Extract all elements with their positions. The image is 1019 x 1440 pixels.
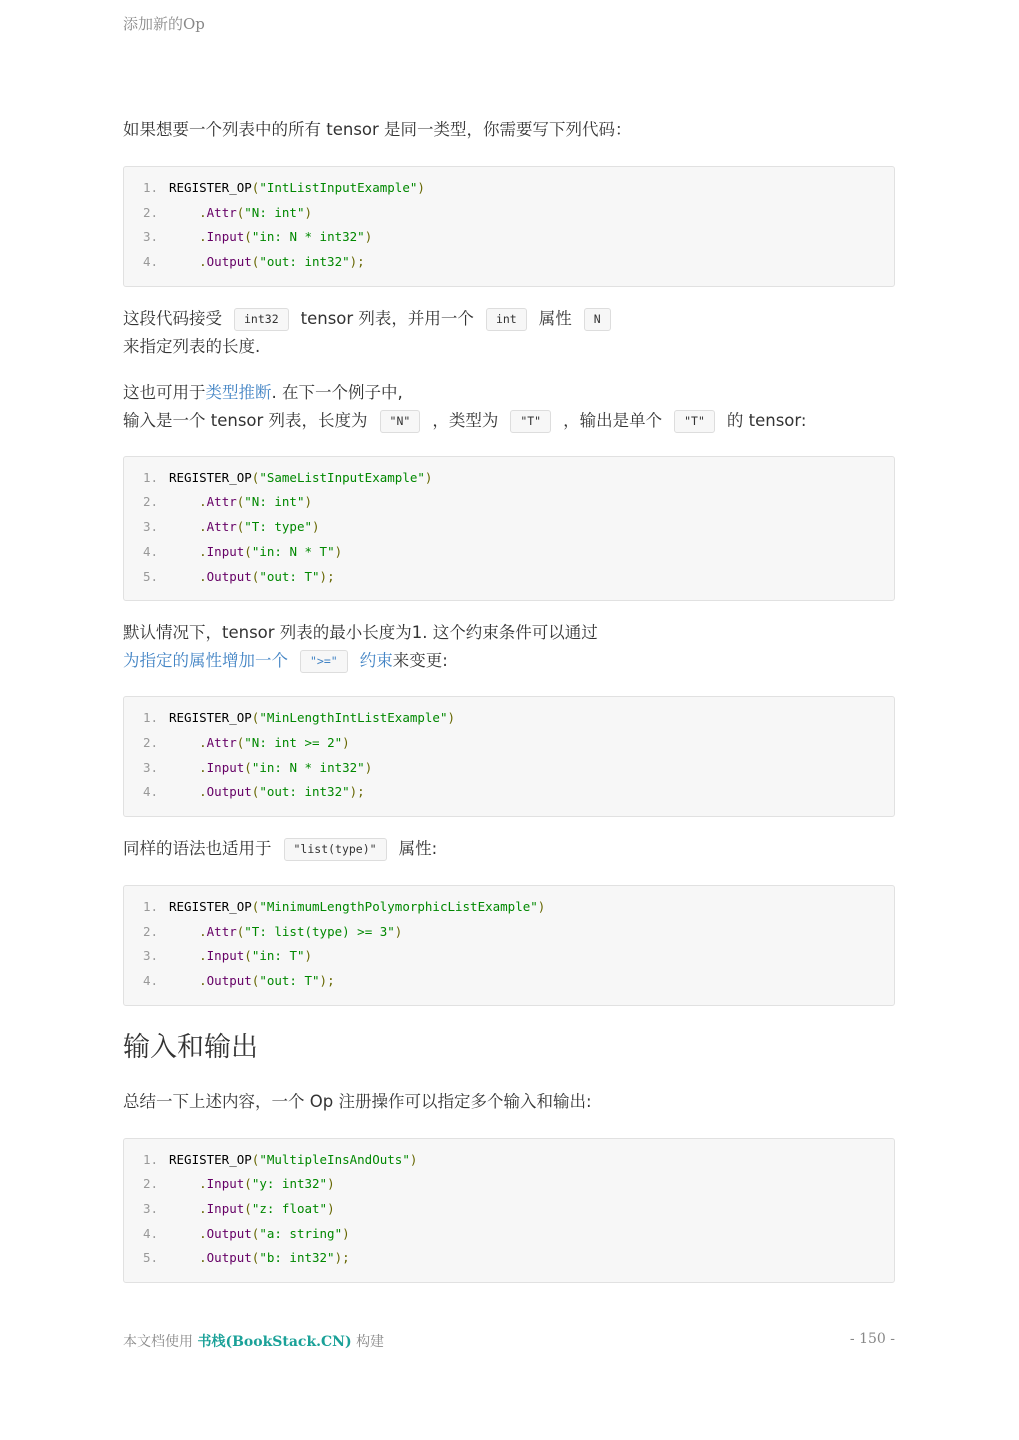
- paragraph-list-type: [123, 835, 895, 863]
- page-number: - 150 -: [849, 1331, 895, 1347]
- text: 的 tensor:: [726, 410, 807, 430]
- text: 来变更:: [392, 651, 448, 671]
- text: ，类型为: [432, 410, 499, 430]
- inline-code: "T": [674, 410, 715, 433]
- code-punct: (: [244, 229, 252, 245]
- code-string: "MinimumLengthPolymorphicListExample": [259, 898, 538, 914]
- code-punct: ): [304, 494, 313, 510]
- code-line: [124, 780, 894, 805]
- code-punct: (: [251, 784, 260, 800]
- line-number: 2.: [142, 494, 158, 510]
- code-string: "T: list(type) >= 3": [244, 923, 395, 939]
- code-punct: (: [251, 1225, 260, 1241]
- paragraph-min-length: [123, 619, 895, 675]
- code-indent: .: [169, 254, 207, 270]
- code-string: "out: int32": [259, 254, 350, 270]
- inline-code: N: [584, 308, 611, 331]
- code-line: [124, 895, 894, 920]
- code-punct: ): [304, 948, 313, 964]
- code-string: "y: int32": [251, 1176, 328, 1192]
- code-indent: .: [169, 229, 207, 245]
- code-block-1: [123, 166, 895, 287]
- code-method: Input: [206, 229, 245, 245]
- constraint-link[interactable]: 约束: [359, 651, 393, 671]
- line-number: 1.: [142, 180, 158, 195]
- line-number: 5.: [142, 1250, 158, 1266]
- code-string: "out: int32": [259, 784, 350, 800]
- code-method: Attr: [206, 204, 237, 220]
- code-string: "b: int32": [259, 1250, 335, 1266]
- code-function: REGISTER_OP: [169, 898, 252, 914]
- line-number: 5.: [142, 568, 158, 584]
- text: 同样的语法也适用于: [123, 838, 272, 858]
- line-number: 4.: [142, 543, 158, 559]
- text: tensor 列表，并用一个: [300, 308, 474, 328]
- code-indent: .: [169, 519, 207, 535]
- text: 来指定列表的长度.: [123, 336, 261, 356]
- code-line: [124, 515, 894, 540]
- code-punct: ): [304, 204, 313, 220]
- code-function: REGISTER_OP: [169, 710, 252, 726]
- line-number: 2.: [142, 734, 158, 750]
- code-line: [124, 920, 894, 945]
- code-punct: (: [236, 923, 245, 939]
- code-method: Output: [206, 254, 252, 270]
- code-indent: .: [169, 734, 207, 750]
- text: 属性: [538, 308, 572, 328]
- code-line: [124, 201, 894, 226]
- code-punct: (: [251, 254, 260, 270]
- code-punct: );: [334, 1250, 350, 1266]
- code-punct: ): [409, 1151, 418, 1167]
- code-string: "MultipleInsAndOuts": [259, 1151, 410, 1167]
- code-block-4: [123, 885, 895, 1006]
- line-number: 4.: [142, 254, 158, 270]
- code-string: "N: int": [244, 494, 305, 510]
- code-method: Attr: [206, 923, 237, 939]
- page-header-title: 添加新的Op: [123, 15, 205, 33]
- section-heading: 输入和输出: [123, 1031, 258, 1063]
- code-method: Input: [206, 543, 245, 559]
- code-line: [124, 706, 894, 731]
- inline-code: "T": [510, 410, 551, 433]
- code-indent: .: [169, 923, 207, 939]
- code-indent: .: [169, 568, 207, 584]
- code-punct: ): [327, 1176, 335, 1192]
- code-punct: (: [244, 948, 252, 964]
- code-indent: .: [169, 543, 207, 559]
- code-method: Output: [206, 1225, 252, 1241]
- text: 属性:: [398, 838, 438, 858]
- code-block-3: [123, 696, 895, 817]
- line-number: 1.: [142, 1151, 158, 1167]
- intro-paragraph: 如果想要一个列表中的所有 tensor 是同一类型，你需要写下列代码：: [123, 120, 632, 139]
- code-punct: (: [251, 973, 260, 988]
- code-punct: ): [364, 759, 373, 775]
- inline-code: int32: [234, 308, 289, 331]
- line-number: 4.: [142, 1225, 158, 1241]
- line-number: 3.: [142, 948, 158, 964]
- code-indent: .: [169, 759, 207, 775]
- code-punct: ): [342, 734, 350, 750]
- code-method: Output: [206, 568, 252, 584]
- footer-suffix: 构建: [356, 1334, 385, 1350]
- code-indent: .: [169, 973, 207, 988]
- code-punct: );: [319, 568, 335, 584]
- code-string: "T: type": [244, 519, 313, 535]
- code-string: "N: int": [244, 204, 305, 220]
- code-punct: ): [447, 710, 456, 726]
- code-punct: (: [251, 898, 260, 914]
- code-indent: .: [169, 1176, 207, 1192]
- code-indent: .: [169, 204, 207, 220]
- inline-code: "N": [380, 410, 421, 433]
- line-number: 1.: [142, 469, 158, 485]
- attr-constraint-link[interactable]: 为指定的属性增加一个: [123, 651, 288, 671]
- code-string: "SameListInputExample": [259, 469, 425, 485]
- footer-prefix: 本文档使用: [123, 1334, 193, 1350]
- code-string: "out: T": [259, 973, 320, 988]
- code-line: [124, 944, 894, 969]
- code-method: Attr: [206, 734, 237, 750]
- code-block-2: [123, 456, 895, 601]
- code-line: [124, 466, 894, 491]
- code-punct: );: [319, 973, 335, 988]
- code-string: "z: float": [251, 1201, 328, 1217]
- code-function: REGISTER_OP: [169, 180, 252, 195]
- code-method: Input: [206, 948, 245, 964]
- code-punct: (: [244, 543, 252, 559]
- code-method: Attr: [206, 519, 237, 535]
- code-indent: .: [169, 1225, 207, 1241]
- inline-code: "list(type)": [284, 838, 387, 861]
- code-function: REGISTER_OP: [169, 469, 252, 485]
- code-punct: ): [394, 923, 403, 939]
- paragraph-list-int32: [123, 305, 895, 361]
- code-line: [124, 565, 894, 590]
- inline-code: int: [486, 308, 527, 331]
- code-punct: (: [251, 469, 260, 485]
- code-punct: ): [424, 469, 433, 485]
- code-string: "in: T": [251, 948, 305, 964]
- line-number: 3.: [142, 1201, 158, 1217]
- code-punct: ): [327, 1201, 335, 1217]
- code-line: [124, 1197, 894, 1222]
- code-punct: ): [537, 898, 546, 914]
- code-line: [124, 540, 894, 565]
- code-punct: (: [251, 180, 260, 195]
- code-line: [124, 1246, 894, 1271]
- code-punct: (: [236, 204, 245, 220]
- code-indent: .: [169, 494, 207, 510]
- code-punct: ): [342, 1225, 350, 1241]
- text: 这段代码接受: [123, 308, 222, 328]
- line-number: 4.: [142, 973, 158, 988]
- line-number: 2.: [142, 204, 158, 220]
- code-string: "in: N * T": [251, 543, 335, 559]
- page-footer: [123, 1331, 895, 1351]
- code-line: [124, 225, 894, 250]
- code-punct: );: [349, 784, 365, 800]
- code-method: Output: [206, 1250, 252, 1266]
- code-punct: );: [349, 254, 365, 270]
- code-block-5: [123, 1138, 895, 1283]
- text: . 在下一个例子中,: [271, 382, 403, 402]
- code-punct: (: [236, 734, 245, 750]
- code-string: "IntListInputExample": [259, 180, 418, 195]
- code-indent: .: [169, 948, 207, 964]
- code-line: [124, 731, 894, 756]
- code-indent: .: [169, 784, 207, 800]
- code-line: [124, 176, 894, 201]
- code-method: Input: [206, 1176, 245, 1192]
- code-punct: (: [251, 710, 260, 726]
- paragraph-type-inference: [123, 379, 895, 435]
- text: 这也可用于: [123, 382, 206, 402]
- code-string: "out: T": [259, 568, 320, 584]
- code-indent: .: [169, 1250, 207, 1266]
- code-line: [124, 756, 894, 781]
- inline-code-link[interactable]: ">=": [300, 650, 348, 673]
- code-indent: .: [169, 1201, 207, 1217]
- main-content: [123, 116, 895, 1283]
- bookstack-link[interactable]: 书栈(BookStack.CN): [197, 1334, 352, 1350]
- paragraph-summary: 总结一下上述内容，一个 Op 注册操作可以指定多个输入和输出:: [123, 1091, 592, 1111]
- code-punct: (: [236, 519, 245, 535]
- code-punct: ): [364, 229, 373, 245]
- code-string: "in: N * int32": [251, 229, 365, 245]
- code-string: "a: string": [259, 1225, 343, 1241]
- code-string: "MinLengthIntListExample": [259, 710, 448, 726]
- code-line: [124, 1222, 894, 1247]
- code-punct: (: [244, 1176, 252, 1192]
- code-punct: (: [236, 494, 245, 510]
- code-method: Attr: [206, 494, 237, 510]
- code-function: REGISTER_OP: [169, 1151, 252, 1167]
- text: ，输出是单个: [563, 410, 663, 430]
- text: 输入是一个 tensor 列表，长度为: [123, 410, 368, 430]
- text: 默认情况下，tensor 列表的最小长度为1. 这个约束条件可以通过: [123, 623, 598, 643]
- code-punct: ): [334, 543, 343, 559]
- code-method: Input: [206, 759, 245, 775]
- code-punct: ): [312, 519, 320, 535]
- code-punct: (: [244, 759, 252, 775]
- type-inference-link[interactable]: 类型推断: [205, 382, 272, 402]
- code-punct: ): [417, 180, 425, 195]
- code-string: "N: int >= 2": [244, 734, 343, 750]
- code-line: [124, 1148, 894, 1173]
- code-punct: (: [251, 1151, 260, 1167]
- code-line: [124, 969, 894, 994]
- line-number: 3.: [142, 759, 158, 775]
- line-number: 4.: [142, 784, 158, 800]
- code-punct: (: [251, 568, 260, 584]
- line-number: 3.: [142, 229, 158, 245]
- code-line: [124, 250, 894, 275]
- code-punct: (: [244, 1201, 252, 1217]
- code-line: [124, 1172, 894, 1197]
- code-punct: (: [251, 1250, 260, 1266]
- code-method: Output: [206, 784, 252, 800]
- code-method: Input: [206, 1201, 245, 1217]
- line-number: 2.: [142, 1176, 158, 1192]
- code-string: "in: N * int32": [251, 759, 365, 775]
- line-number: 3.: [142, 519, 158, 535]
- line-number: 1.: [142, 710, 158, 726]
- code-line: [124, 490, 894, 515]
- line-number: 2.: [142, 923, 158, 939]
- code-method: Output: [206, 973, 252, 988]
- line-number: 1.: [142, 898, 158, 914]
